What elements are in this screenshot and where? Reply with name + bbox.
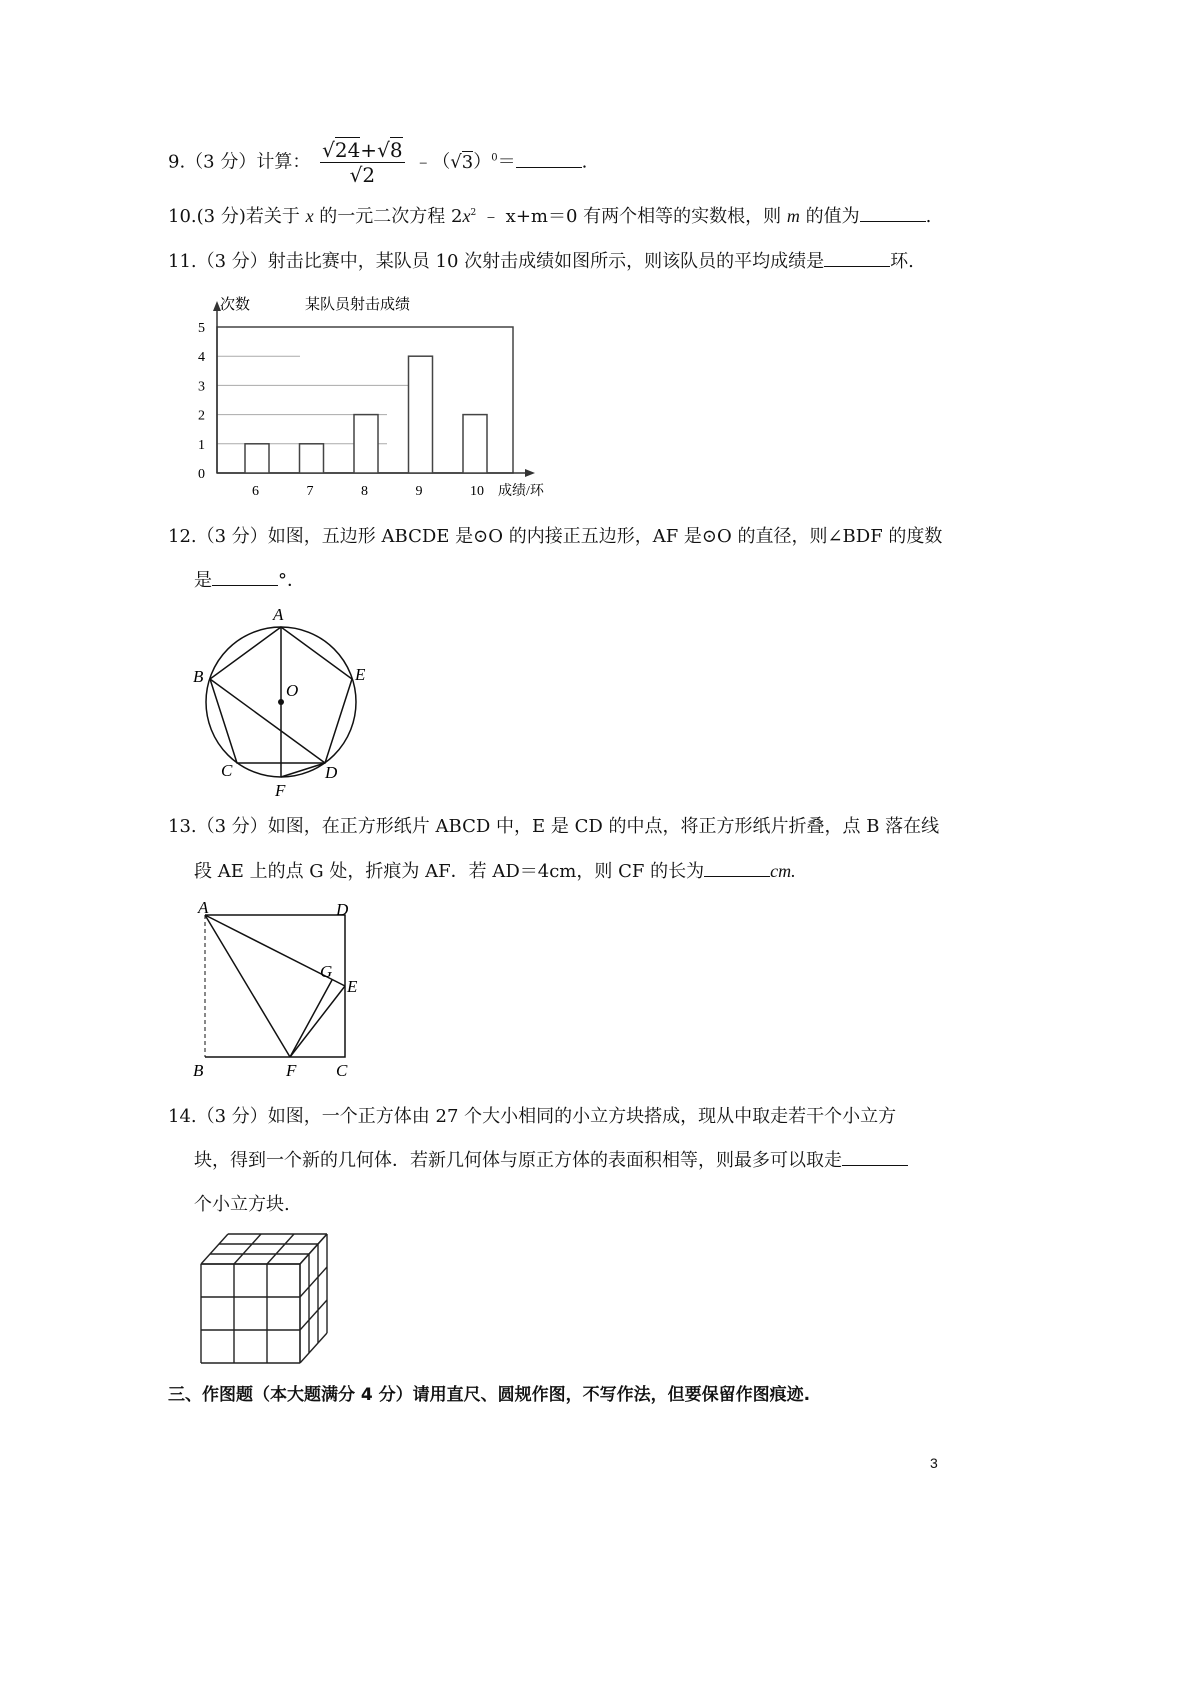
- x-tick-label: 9: [415, 484, 423, 499]
- period: .: [925, 206, 932, 227]
- period: .: [581, 151, 588, 173]
- var-m: m: [786, 206, 800, 226]
- q9-paren: ）: [473, 151, 492, 173]
- segment-fe: [290, 986, 345, 1057]
- question-14-line3: 个小立方块.: [194, 1194, 290, 1215]
- y-tick-label: 2: [198, 408, 205, 424]
- x-tick-label: 8: [361, 484, 368, 499]
- label-e: E: [347, 977, 358, 996]
- answer-blank: [824, 248, 890, 267]
- q12-text: °．: [278, 570, 305, 591]
- answer-blank: [516, 149, 582, 168]
- label-b: B: [193, 1061, 204, 1080]
- cube-edge: [300, 1234, 327, 1264]
- answer-blank: [842, 1147, 908, 1166]
- radicand: 3: [461, 151, 474, 173]
- q10-text: ﹣ x+m＝0 有两个相等的实数根，则: [476, 206, 787, 227]
- x-axis-arrow: [525, 469, 535, 477]
- y-tick-label: 5: [198, 321, 205, 336]
- center-point: [278, 699, 284, 705]
- answer-blank: [704, 858, 770, 877]
- cube-edge: [201, 1234, 228, 1264]
- cube-edge: [300, 1300, 327, 1330]
- chart-title: 某队员射击成绩: [305, 297, 411, 313]
- x-tick-label: 10: [470, 484, 484, 499]
- fraction: $\frac{√24+√8}{√2}$: [322, 138, 403, 187]
- q10-text: 的值为: [799, 206, 860, 227]
- bar-chart: [190, 285, 570, 505]
- equals: ＝: [497, 151, 516, 173]
- label-e: E: [355, 665, 366, 684]
- label-d: D: [325, 763, 338, 782]
- q10-text: 的一元二次方程 2: [313, 206, 463, 227]
- label-d: D: [336, 900, 349, 919]
- label-f: F: [286, 1061, 297, 1080]
- segment-df: [281, 763, 325, 777]
- question-13-line1: 13.（3 分）如图，在正方形纸片 ABCD 中，E 是 CD 的中点，将正方形纸片折叠，点 B 落在线: [168, 816, 940, 837]
- segment-fg: [290, 980, 332, 1057]
- label-c: C: [336, 1061, 348, 1080]
- q12-text: 是: [194, 570, 212, 591]
- question-11: [168, 247, 914, 273]
- exponent: 0: [491, 152, 498, 164]
- label-b: B: [193, 667, 204, 686]
- q14-text: 块，得到一个新的几何体．若新几何体与原正方体的表面积相等，则最多可以取走: [194, 1150, 842, 1171]
- label-o: O: [286, 681, 299, 700]
- exponent: 2: [470, 208, 477, 218]
- label-c: C: [221, 761, 233, 780]
- bar: [409, 356, 433, 473]
- bar: [463, 415, 487, 473]
- answer-blank: [860, 203, 926, 222]
- section-three-heading: 三、作图题（本大题满分 4 分）请用直尺、圆规作图，不写作法，但要保留作图痕迹.: [168, 1385, 811, 1405]
- question-10: [168, 202, 931, 228]
- cube-edge: [300, 1267, 327, 1297]
- question-14-line2: [194, 1146, 908, 1172]
- square-fold-diagram: [190, 895, 380, 1085]
- y-tick-label: 0: [198, 467, 205, 482]
- page-number: 3: [930, 1455, 938, 1471]
- q9-minus: ﹣（: [414, 151, 451, 173]
- bar: [245, 444, 269, 473]
- y-axis-label: 次数: [220, 297, 251, 313]
- label-a: A: [198, 898, 209, 917]
- question-14-line1: 14.（3 分）如图，一个正方体由 27 个大小相同的小立方块搭成，现从中取走若干个小立方: [168, 1106, 897, 1127]
- var-x: x: [305, 206, 314, 226]
- x-tick-label: 6: [252, 484, 259, 499]
- cube-edge: [300, 1333, 327, 1363]
- cube-edge: [267, 1234, 294, 1264]
- label-g: G: [320, 962, 333, 981]
- q13-text: 段 AE 上的点 G 处，折痕为 AF．若 AD＝4cm，则 CF 的长为: [194, 861, 705, 882]
- q10-text: 10.(3 分)若关于: [168, 206, 306, 227]
- question-12-line2: [194, 566, 305, 592]
- q11-end: 环.: [890, 251, 914, 272]
- radicand: 2: [362, 163, 376, 187]
- bar: [300, 444, 324, 473]
- unit: cm.: [770, 861, 796, 881]
- label-f: F: [275, 781, 286, 800]
- var-x: x: [462, 206, 471, 226]
- pentagon-circle-diagram: [185, 600, 385, 800]
- question-13-line2: [194, 857, 796, 883]
- x-tick-label: 7: [306, 484, 314, 499]
- label-a: A: [273, 605, 284, 624]
- question-12-line1: 12.（3 分）如图，五边形 ABCDE 是⊙O 的内接正五边形，AF 是⊙O 的直径，则∠BDF 的度数: [168, 526, 943, 547]
- radicand: 24: [334, 138, 361, 162]
- cube-edge: [234, 1234, 261, 1264]
- bar: [354, 415, 378, 473]
- q9-text: 9.（3 分）计算：: [168, 151, 311, 173]
- y-tick-label: 4: [198, 350, 205, 366]
- segment-bd: [210, 679, 325, 763]
- cube-diagram: [195, 1228, 335, 1368]
- q11-text: 11.（3 分）射击比赛中，某队员 10 次射击成绩如图所示，则该队员的平均成绩是: [168, 251, 825, 272]
- x-axis-label: 成绩/环: [498, 484, 544, 499]
- plus: +: [360, 138, 378, 162]
- question-9: 9.（3 分）计算： $\frac{√24+√8}{√2}$ $﹣(√3)^0=$ .: [168, 138, 588, 187]
- answer-blank: [212, 567, 278, 586]
- radicand: 8: [389, 138, 403, 162]
- y-tick-label: 1: [198, 437, 205, 453]
- y-tick-label: 3: [198, 379, 205, 395]
